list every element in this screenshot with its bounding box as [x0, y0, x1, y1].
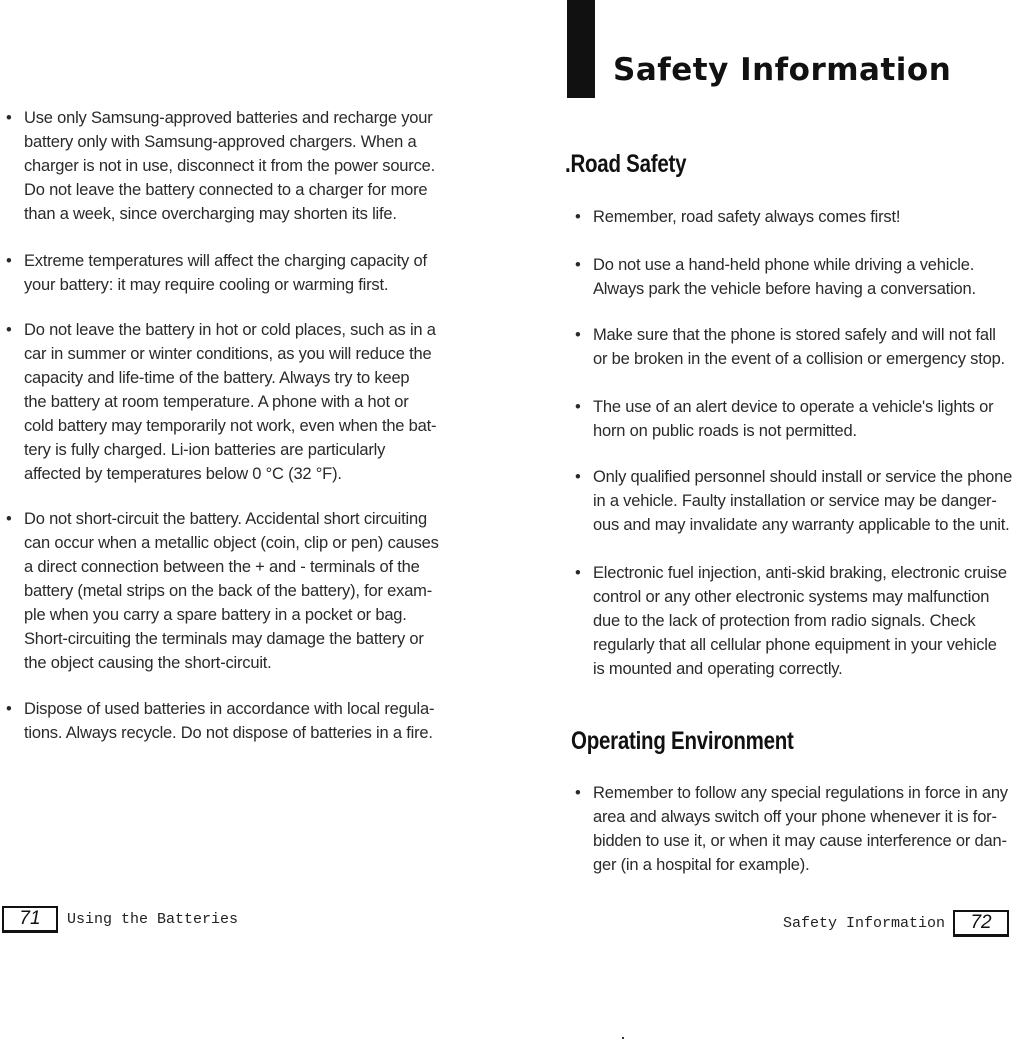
- bullet-item: [6, 106, 454, 226]
- bullet-line: in a vehicle. Faulty installation or service may be danger-: [593, 492, 997, 510]
- bullet-item: [575, 253, 1017, 301]
- bullet-dot-icon: •: [6, 510, 12, 528]
- bullet-line: Only qualified personnel should install or service the phone: [593, 468, 1013, 486]
- bullet-line: tery is fully charged. Li-ion batteries are particularly: [24, 441, 386, 459]
- scan-speck: [622, 1037, 624, 1039]
- bullet-dot-icon: •: [575, 564, 581, 582]
- bullet-line: ger (in a hospital for example).: [593, 856, 810, 874]
- bullet-line: regularly that all cellular phone equipment in your vehicle: [593, 636, 997, 654]
- bullet-line: ous and may invalidate any warranty applicable to the unit.: [593, 516, 1010, 534]
- bullet-line: affected by temperatures below 0 °C (32 °F).: [24, 465, 342, 483]
- bullet-line: Do not use a hand-held phone while driving a vehicle.: [593, 256, 975, 274]
- bullet-dot-icon: •: [6, 252, 12, 270]
- bullet-line: Do not leave the battery connected to a charger for more: [24, 181, 428, 199]
- bullet-line: Use only Samsung-approved batteries and recharge your: [24, 109, 433, 127]
- bullet-item: [6, 318, 454, 486]
- bullet-item: [6, 249, 454, 297]
- bullet-dot-icon: •: [575, 784, 581, 802]
- bullet-line: Do not short-circuit the battery. Accidental short circuiting: [24, 510, 427, 528]
- bullet-line: Do not leave the battery in hot or cold places, such as in a: [24, 321, 436, 339]
- bullet-line: Extreme temperatures will affect the charging capacity of: [24, 252, 427, 270]
- bullet-line: is mounted and operating correctly.: [593, 660, 843, 678]
- bullet-dot-icon: •: [6, 321, 12, 339]
- bullet-item: [575, 781, 1017, 877]
- bullet-item: [575, 465, 1017, 537]
- footer-section-title: Safety Information: [783, 915, 946, 932]
- bullet-line: The use of an alert device to operate a vehicle's lights or: [593, 398, 994, 416]
- bullet-line: Remember to follow any special regulations in force in any: [593, 784, 1008, 802]
- bullet-item: [575, 205, 1017, 229]
- bullet-dot-icon: •: [6, 700, 12, 718]
- bullet-line: battery only with Samsung-approved chargers. When a: [24, 133, 417, 151]
- bullet-line: battery (metal strips on the back of the battery), for exam-: [24, 582, 433, 600]
- page-number-box: 72: [953, 910, 1009, 937]
- title-marker-bar: [567, 0, 595, 98]
- page-title: Safety Information: [613, 52, 952, 88]
- right-page-footer: [783, 910, 1009, 937]
- bullet-line: bidden to use it, or when it may cause interference or dan-: [593, 832, 1007, 850]
- bullet-line: Make sure that the phone is stored safely and will not fall: [593, 326, 996, 344]
- bullet-line: Dispose of used batteries in accordance with local regula-: [24, 700, 435, 718]
- bullet-line: Electronic fuel injection, anti-skid braking, electronic cruise: [593, 564, 1007, 582]
- bullet-line: ple when you carry a spare battery in a pocket or bag.: [24, 606, 407, 624]
- bullet-line: a direct connection between the + and - terminals of the: [24, 558, 420, 576]
- bullet-line: area and always switch off your phone whenever it is for-: [593, 808, 997, 826]
- bullet-dot-icon: •: [575, 256, 581, 274]
- bullet-line: Short-circuiting the terminals may damage the battery or: [24, 630, 424, 648]
- bullet-item: [6, 697, 454, 745]
- bullet-line: your battery: it may require cooling or warming first.: [24, 276, 389, 294]
- bullet-line: car in summer or winter conditions, as you will reduce the: [24, 345, 432, 363]
- bullet-line: or be broken in the event of a collision or emergency stop.: [593, 350, 1005, 368]
- bullet-dot-icon: •: [575, 398, 581, 416]
- bullet-line: charger is not in use, disconnect it from the power source.: [24, 157, 435, 175]
- bullet-line: than a week, since overcharging may shorten its life.: [24, 205, 397, 223]
- bullet-line: the battery at room temperature. A phone with a hot or: [24, 393, 409, 411]
- bullet-line: Always park the vehicle before having a conversation.: [593, 280, 976, 298]
- bullet-item: [575, 395, 1017, 443]
- bullet-dot-icon: •: [6, 109, 12, 127]
- bullet-line: tions. Always recycle. Do not dispose of batteries in a fire.: [24, 724, 433, 742]
- bullet-item: [6, 507, 454, 675]
- section-heading-operating-environment: Operating Environment: [571, 727, 794, 755]
- bullet-item: [575, 323, 1017, 371]
- left-page-footer: [2, 906, 238, 933]
- bullet-line: capacity and life-time of the battery. Always try to keep: [24, 369, 410, 387]
- footer-section-title: Using the Batteries: [67, 911, 239, 928]
- bullet-line: due to the lack of protection from radio signals. Check: [593, 612, 976, 630]
- page-number-box: 71: [2, 906, 58, 933]
- section-heading-road-safety: .Road Safety: [565, 150, 687, 178]
- bullet-line: can occur when a metallic object (coin, clip or pen) causes: [24, 534, 439, 552]
- bullet-dot-icon: •: [575, 326, 581, 344]
- bullet-line: horn on public roads is not permitted.: [593, 422, 857, 440]
- bullet-line: control or any other electronic systems may malfunction: [593, 588, 990, 606]
- bullet-item: [575, 561, 1017, 681]
- bullet-line: the object causing the short-circuit.: [24, 654, 272, 672]
- bullet-dot-icon: •: [575, 208, 581, 226]
- bullet-line: cold battery may temporarily not work, even when the bat-: [24, 417, 437, 435]
- bullet-line: Remember, road safety always comes first!: [593, 208, 901, 226]
- bullet-dot-icon: •: [575, 468, 581, 486]
